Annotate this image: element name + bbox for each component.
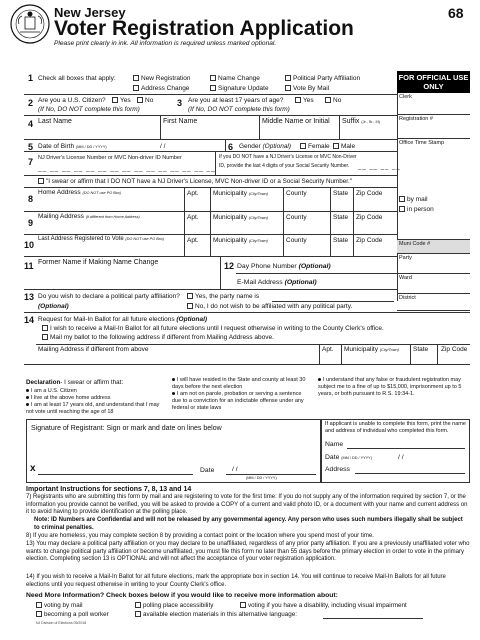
name-change-checkbox[interactable] (210, 75, 216, 81)
phone-input[interactable] (330, 262, 396, 272)
registration-label: Registration # (399, 116, 433, 122)
citizen-question: Are you a U.S. Citizen? (38, 97, 106, 104)
last-state-label: State (333, 237, 349, 244)
mailing-state-label: State (333, 214, 349, 221)
clerk-field (397, 93, 470, 115)
ssn-note-line2: ID, provide the last 4 digits of your Social Security Number. (219, 163, 350, 169)
female-checkbox[interactable] (300, 143, 306, 149)
declaration-item: I am at least 17 years old, and understand that I may not vote until reaching the age of 18 (26, 401, 160, 415)
mail-in-apt-label: Apt. (322, 346, 334, 353)
mail-in-muni-hint: (City/Town) (379, 348, 399, 352)
email-optional: (Optional) (284, 279, 317, 286)
signature-label: Signature of Registrant: Sign or mark and date on lines below (31, 425, 222, 432)
page-title: Voter Registration Application (54, 17, 354, 40)
mailing-county-label: County (286, 214, 307, 221)
in-person-label: in person (407, 206, 434, 213)
section-8-number: 8 (28, 194, 34, 204)
mailing-address-label: Mailing Address (38, 213, 84, 220)
first-name-input[interactable] (163, 127, 257, 138)
helper-address-label: Address (325, 466, 350, 473)
section-1-number: 1 (28, 73, 34, 83)
party-affiliation-label: Political Party Affiliation (293, 75, 361, 82)
mail-in-address-checkbox[interactable] (42, 334, 48, 340)
instruction-7: 7) Registrants who are submitting this form by mail and are registering to vote for the first time: If you do not supply any of the information required by section 7, or the information you provide cannot be verified, you will be asked to provide a COPY of a current and valid photo ID, or a document with your name and current address on it to avoid having to provide identification at the polling place. (26, 494, 468, 515)
section-13-number: 13 (24, 292, 35, 302)
name-change-label: Name Change (218, 75, 260, 82)
signature-date-label: Date (200, 467, 215, 474)
age-note: (If No, DO NOT complete this form) (188, 106, 290, 113)
first-name-label: First Name (163, 118, 198, 125)
vote-by-mail-checkbox[interactable] (285, 85, 291, 91)
party-field (397, 254, 470, 274)
state-seal (10, 4, 50, 44)
age-yes-label: Yes (303, 97, 314, 104)
party-affiliation-checkbox[interactable] (285, 75, 291, 81)
mailing-address-input[interactable] (38, 222, 183, 234)
alternative-language-label: available election materials in this alternative language: (143, 611, 298, 618)
muni-code-field (397, 240, 470, 254)
new-registration-label: New Registration (141, 75, 191, 82)
party-name-input[interactable] (272, 293, 394, 302)
time-stamp-field (397, 139, 470, 240)
dob-input[interactable]: / / (160, 143, 166, 150)
home-state-label: State (333, 190, 349, 197)
citizen-no-checkbox[interactable] (137, 97, 143, 103)
mail-in-zip-label: Zip Code (441, 346, 468, 353)
last-name-label: Last Name (38, 118, 72, 125)
helper-date-hint: (MM / DD / YYYY) (341, 456, 372, 460)
home-zip-label: Zip Code (356, 190, 383, 197)
time-stamp-label: Office Time Stamp (399, 140, 445, 146)
mail-in-all-label: I wish to receive a Mail-In Ballot for all future elections until I request otherwise in writing to the County Clerk's office. (50, 325, 384, 332)
clerk-label: Clerk (399, 94, 412, 100)
address-change-checkbox[interactable] (133, 85, 139, 91)
declaration-intro: - I swear or affirm that: (60, 379, 124, 386)
helper-name-input[interactable] (347, 448, 465, 449)
party-no-label: No, I do not wish to be affiliated with any political party. (195, 303, 353, 310)
party-yes-checkbox[interactable] (187, 293, 193, 299)
section-9-number: 9 (28, 218, 34, 228)
citizen-no-label: No (145, 97, 154, 104)
by-mail-checkbox[interactable] (399, 196, 405, 202)
mail-in-optional: (Optional) (176, 316, 208, 323)
instruction-8: 8) If you are homeless, you may complete section 8 by providing a contact point or the location where you spend most of your time. (26, 533, 374, 539)
section-12-number: 12 (224, 261, 235, 271)
helper-name-label: Name (325, 441, 344, 448)
alternative-language-input[interactable] (323, 618, 423, 619)
last-address-label: Last Address Registered to Vote (38, 236, 124, 242)
home-county-label: County (286, 190, 307, 197)
gender-optional: (Optional) (262, 143, 292, 150)
age-question: Are you at least 17 years of age? (188, 97, 284, 104)
poll-worker-label: becoming a poll worker (44, 611, 109, 618)
age-no-label: No (333, 97, 342, 104)
ward-label: Ward (399, 275, 412, 281)
section-4-number: 4 (28, 119, 34, 129)
voting-by-mail-label: voting by mail (44, 602, 83, 609)
male-label: Male (341, 143, 356, 150)
phone-label: Day Phone Number (237, 263, 297, 270)
age-yes-checkbox[interactable] (295, 97, 301, 103)
section-3-number: 3 (177, 98, 183, 108)
signature-date-input[interactable]: / / (232, 466, 238, 473)
mailing-zip-label: Zip Code (356, 214, 383, 221)
home-address-input[interactable] (38, 198, 183, 210)
helper-instructions: If applicant is unable to complete this form, print the name and address of individual who completed this form. (325, 421, 466, 434)
last-apt-label: Apt. (187, 237, 199, 244)
section-6-number: 6 (228, 142, 234, 152)
mailing-address-hint: (If different from Home Address) (85, 215, 140, 219)
declaration-item: I am a U.S. Citizen (26, 388, 166, 395)
vote-by-mail-label: Vote By Mail (293, 85, 330, 92)
section-11-number: 11 (24, 261, 34, 271)
instruction-7-note: Note: ID Numbers are Confidential and will not be released by any governmental agency. Any person who uses such numbers illegally shall be subject to criminal penalties. (34, 517, 463, 531)
section-2-number: 2 (28, 98, 34, 108)
mail-in-all-checkbox[interactable] (42, 325, 48, 331)
declaration-title: Declaration (26, 379, 61, 386)
dob-hint: (MM / DD / YYYY) (75, 145, 107, 149)
citizen-note: (If No, DO NOT complete this form) (38, 106, 140, 113)
helper-address-input[interactable] (355, 473, 465, 474)
poll-worker-checkbox[interactable] (36, 611, 42, 617)
more-info-title: Need More Information? Check boxes below if you would like to receive more information about: (26, 592, 338, 599)
district-field (397, 294, 470, 311)
alternative-language-checkbox[interactable] (135, 611, 141, 617)
address-change-label: Address Change (141, 85, 190, 92)
polling-accessibility-checkbox[interactable] (135, 602, 141, 608)
signature-update-label: Signature Update (218, 85, 269, 92)
no-id-checkbox[interactable] (38, 178, 44, 184)
ssn-note-line1: If you DO NOT have a NJ Driver's License or MVC Non-Driver (219, 154, 357, 160)
home-address-hint: (DO NOT use PO Box) (82, 191, 122, 195)
mailing-muni-hint: (City/Town) (248, 216, 268, 220)
disability-voting-label: voting if you have a disability, including visual impairment (248, 602, 407, 609)
last-address-input[interactable] (38, 245, 183, 255)
last-county-label: County (286, 237, 307, 244)
gender-label: Gender (239, 143, 261, 150)
helper-date-input[interactable]: / / (398, 454, 404, 461)
disability-voting-checkbox[interactable] (240, 602, 246, 608)
party-label: Party (399, 255, 412, 261)
suffix-label: Suffix (342, 118, 360, 125)
voting-by-mail-checkbox[interactable] (36, 602, 42, 608)
mail-in-address-label: Mail my ballot to the following address if different from Mailing Address above. (50, 334, 274, 341)
mail-in-address-label-field: Mailing Address if different from above (38, 346, 149, 353)
mailing-apt-label: Apt. (187, 214, 199, 221)
drivers-license-input[interactable]: __ __ __ __ __ __ __ __ __ __ __ __ __ __ __ (38, 165, 216, 172)
new-registration-checkbox[interactable] (133, 75, 139, 81)
mailing-muni-label: Municipality (213, 214, 247, 221)
helper-date-label: Date (325, 454, 340, 461)
last-name-input[interactable] (38, 127, 158, 138)
signature-update-checkbox[interactable] (210, 85, 216, 91)
instruction-13: 13) You may declare a political party affiliation or you may declare to be unaffiliated, regardless of any prior party affiliation. If you are a previously unaffiliated voter who wants to change political party affiliation or become unaffiliated, you must file this form no later than 55 days before the primary election in order to vote in the primary election. Completing section 13 is OPTIONAL and will not affect the acceptance of your voter registration application. (26, 541, 470, 562)
signature-date-hint: (MM / DD / YYYY) (246, 476, 277, 480)
age-no-checkbox[interactable] (325, 97, 331, 103)
declaration-item: I understand that any false or fraudulent registration may subject me to a fine of up to $15,000, imprisonment up to 5 years, or both pursuant to R.S. 19:34-1. (318, 377, 462, 397)
drivers-license-label: NJ Driver's License Number or MVC Non-driver ID Number (38, 155, 182, 161)
suffix-input[interactable] (342, 127, 396, 138)
email-label: E-Mail Address (237, 279, 283, 286)
last-address-hint: (DO NOT use PO Box) (125, 237, 165, 241)
citizen-yes-label: Yes (120, 97, 131, 104)
polling-accessibility-label: polling place accessibility (143, 602, 214, 609)
middle-name-input[interactable] (262, 127, 337, 138)
district-label: District (399, 295, 416, 301)
registration-number-field (397, 115, 470, 139)
party-optional: (Optional) (38, 303, 69, 310)
party-yes-label: Yes, the party name is (195, 293, 260, 300)
state-name: New Jersey (54, 5, 126, 20)
email-input[interactable] (320, 278, 396, 288)
home-address-label: Home Address (38, 189, 81, 196)
in-person-checkbox[interactable] (399, 206, 405, 212)
last-muni-label: Municipality (213, 237, 247, 244)
former-name-input[interactable] (38, 268, 218, 288)
signature-line[interactable] (38, 474, 193, 475)
section-1-label: Check all boxes that apply: (38, 75, 116, 82)
by-mail-label: by mail (407, 196, 428, 203)
last-zip-label: Zip Code (356, 237, 383, 244)
section-14-number: 14 (24, 315, 35, 325)
middle-name-label: Middle Name or Initial (262, 118, 330, 125)
instruction-14: 14) If you wish to receive a Mail-In Ballot for all future elections, mark the appropriate box in section 14. You will continue to receive Mail-In Ballots for all future elections until you request otherwise in writing to your County Clerk's office. (26, 574, 446, 588)
home-apt-label: Apt. (187, 190, 199, 197)
section-7-number: 7 (28, 157, 34, 167)
official-use-header (397, 71, 470, 93)
party-question: Do you wish to declare a political party affiliation? (38, 293, 180, 300)
form-number: 68 (448, 5, 464, 21)
dob-label: Date of Birth (38, 143, 75, 150)
former-name-label: Former Name if Making Name Change (38, 259, 159, 266)
muni-code-label: Muni Code # (399, 241, 431, 247)
declaration-item: I live at the above home address (26, 395, 166, 402)
male-checkbox[interactable] (333, 143, 339, 149)
official-use-title: FOR OFFICIAL USE ONLY (398, 73, 469, 91)
mail-in-muni-label: Municipality (344, 346, 378, 353)
section-10-number: 10 (24, 240, 35, 250)
form-instructions: Please print clearly in ink. All information is required unless marked optional. (54, 40, 277, 47)
declaration-item: I am not on parole, probation or serving a sentence due to a conviction for an indictable offense under any federal or state laws (172, 390, 304, 411)
last-muni-hint: (City/Town) (248, 239, 268, 243)
citizen-yes-checkbox[interactable] (112, 97, 118, 103)
home-muni-label: Municipality (213, 190, 247, 197)
ssn-input[interactable]: __ __ __ __ (358, 164, 401, 170)
declaration-item: I will have resided in the State and county at least 30 days before the next election (172, 377, 306, 390)
phone-optional: (Optional) (298, 263, 331, 270)
ward-field (397, 274, 470, 294)
footer-text: NJ Division of Elections 05/2018 (36, 621, 87, 625)
signature-x: x (30, 463, 36, 474)
no-id-statement: "I swear or affirm that I DO NOT have a NJ Driver's License, MVC Non-driver ID or a Social Security Number." (46, 178, 353, 185)
mail-in-state-label: State (413, 346, 429, 353)
mail-in-address-input[interactable] (38, 354, 317, 363)
female-label: Female (308, 143, 330, 150)
instructions-title: Important Instructions for sections 7, 8, 13 and 14 (26, 486, 192, 493)
section-5-number: 5 (28, 142, 34, 152)
suffix-hint: (Jr., Sr., III) (361, 120, 380, 124)
mail-in-label: Request for Mail-In Ballot for all future elections (38, 316, 175, 323)
home-muni-hint: (City/Town) (248, 192, 268, 196)
party-no-checkbox[interactable] (187, 303, 193, 309)
